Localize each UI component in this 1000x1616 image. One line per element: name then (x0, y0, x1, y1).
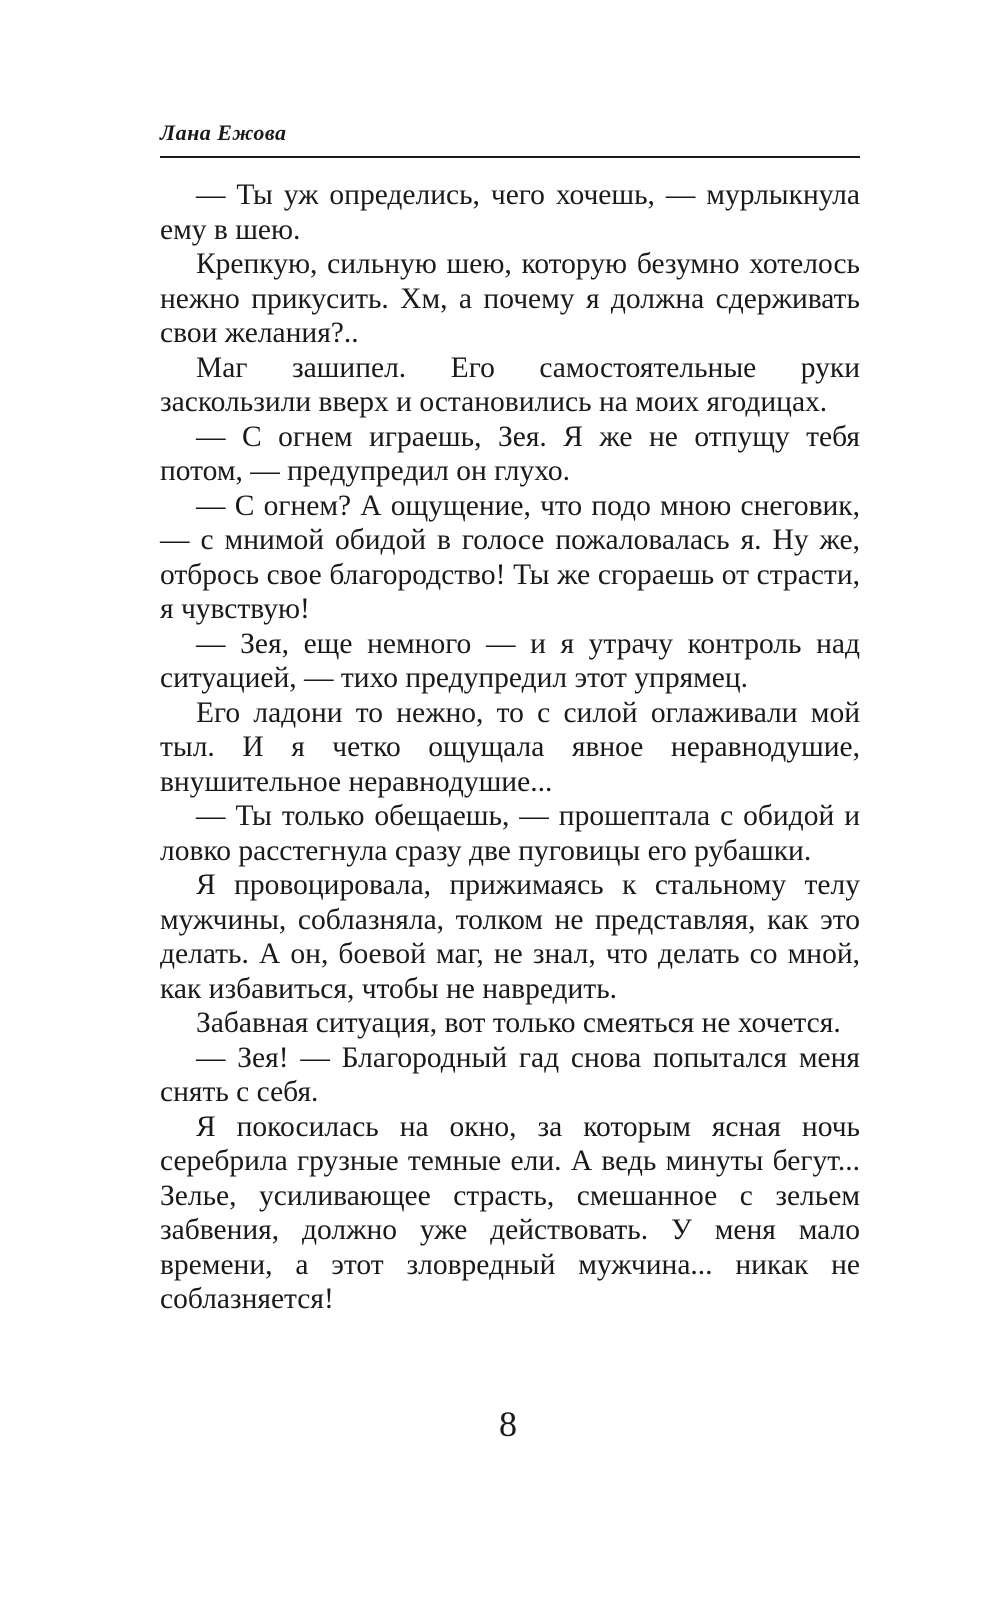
paragraph: — Ты уж определись, чего хочешь, — мурлыкнула ему в шею. (160, 179, 860, 246)
paragraph: Крепкую, сильную шею, которую безумно хотелось нежно прикусить. Хм, а почему я должна сдерживать свои желания?.. (160, 248, 860, 349)
paragraph: — Зея, еще немного — и я утрачу контроль над ситуацией, — тихо предупредил этот упрямец. (160, 627, 860, 694)
paragraph: Я покосилась на окно, за которым ясная ночь серебрила грузные темные ели. А ведь минуты бегут... Зелье, усиливающее страсть, смешанное с зельем забвения, должно уже действовать. У меня мало времени, а этот зловредный мужчина... никак не соблазняется! (160, 1110, 860, 1315)
paragraph: — Зея! — Благородный гад снова попытался меня снять с себя. (160, 1041, 860, 1108)
paragraph: — С огнем играешь, Зея. Я же не отпущу тебя потом, — предупредил он глухо. (160, 420, 860, 487)
running-head-author: Лана Ежова (160, 120, 287, 145)
page-number: 8 (499, 1404, 517, 1444)
paragraph: Забавная ситуация, вот только смеяться не хочется. (196, 1007, 841, 1039)
paragraph: — С огнем? А ощущение, что подо мною снеговик, — с мнимой обидой в голосе пожаловалась я. Ну же, отбрось свое благородство! Ты же сгораешь от страсти, я чувствую! (160, 489, 860, 625)
paragraph: — Ты только обещаешь, — прошептала с обидой и ловко расстегнула сразу две пуговицы его рубашки. (160, 800, 860, 867)
header-rule (160, 156, 860, 158)
paragraph: Его ладони то нежно, то с силой оглаживали мой тыл. И я четко ощущала явное неравнодушие, внушительное неравнодушие... (160, 696, 860, 798)
paragraph: Маг зашипел. Его самостоятельные руки заскользили вверх и остановились на моих ягодицах. (160, 351, 860, 418)
body-text (160, 178, 860, 1317)
paragraph: Я провоцировала, прижимаясь к стальному телу мужчины, соблазняла, толком не представляя, как это делать. А он, боевой маг, не знал, что делать со мной, как избавиться, чтобы не навредить. (160, 869, 860, 1005)
